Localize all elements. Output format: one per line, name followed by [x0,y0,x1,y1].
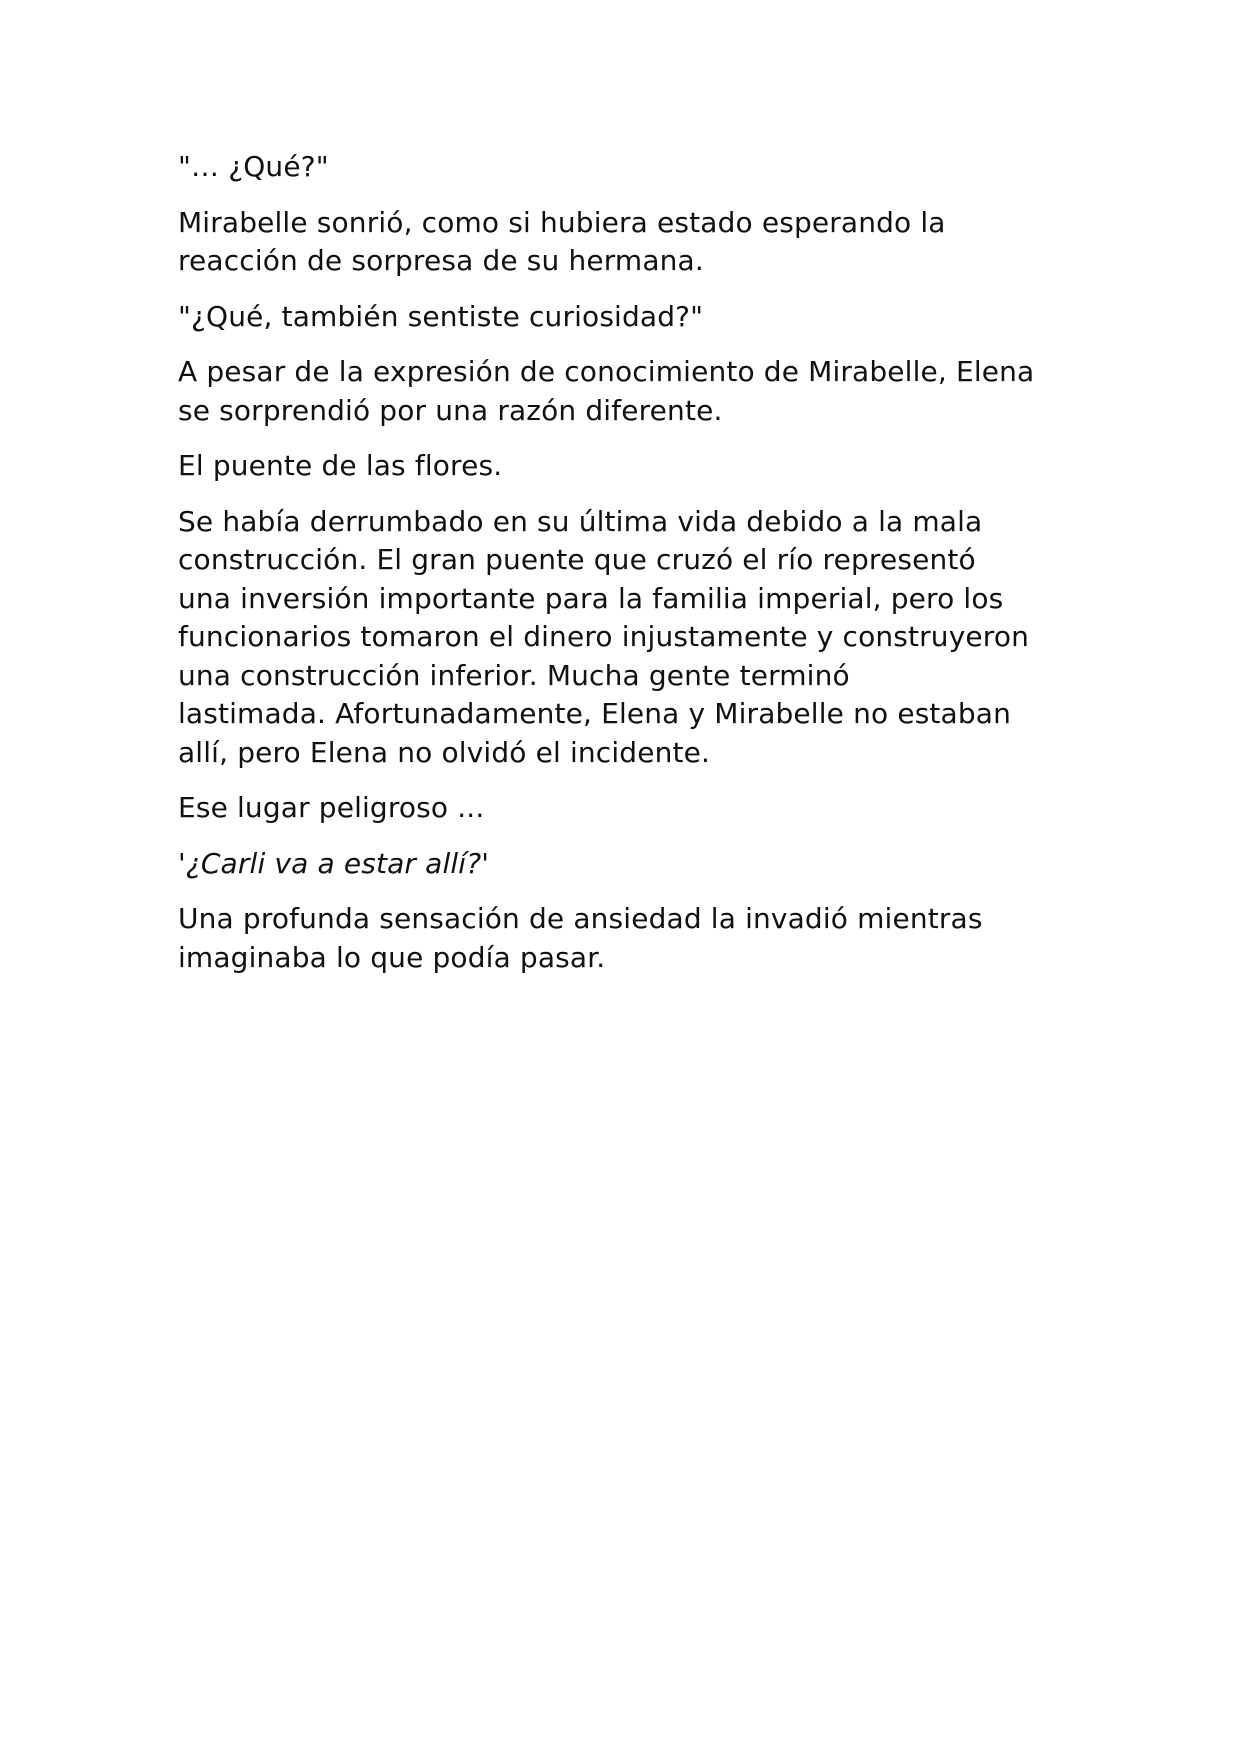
paragraph-flower-bridge: El puente de las flores. [178,449,503,482]
paragraph-dangerous-place: Ese lugar peligroso ... [178,791,485,824]
paragraph-dialogue-que: "… ¿Qué?" [178,150,329,183]
paragraph-anxiety: Una profunda sensación de ansiedad la invadió mientras imaginaba lo que podía pasar. [178,902,983,974]
document-body [178,148,1078,994]
paragraph-elena-surprised: A pesar de la expresión de conocimiento de Mirabelle, Elena se sorprendió por una razón diferente. [178,355,1035,427]
paragraph-bridge-collapse: Se había derrumbado en su última vida debido a la mala construcción. El gran puente que cruzó el río representó una inversión importante para la familia imperial, pero los funcionarios tomaron el dinero injustamente y construyeron una construcción inferior. Mucha gente terminó lastimada. Afortunadamente, Elena y Mirabelle no estaban allí, pero Elena no olvidó el incidente. [178,504,1030,769]
paragraph-dialogue-curiosity: "¿Qué, también sentiste curiosidad?" [178,299,704,333]
paragraph-thought-carli: '¿Carli va a estar allí?' [178,846,490,880]
paragraph-mirabelle-smiled: Mirabelle sonrió, como si hubiera estado esperando la reacción de sorpresa de su hermana. [178,205,946,277]
